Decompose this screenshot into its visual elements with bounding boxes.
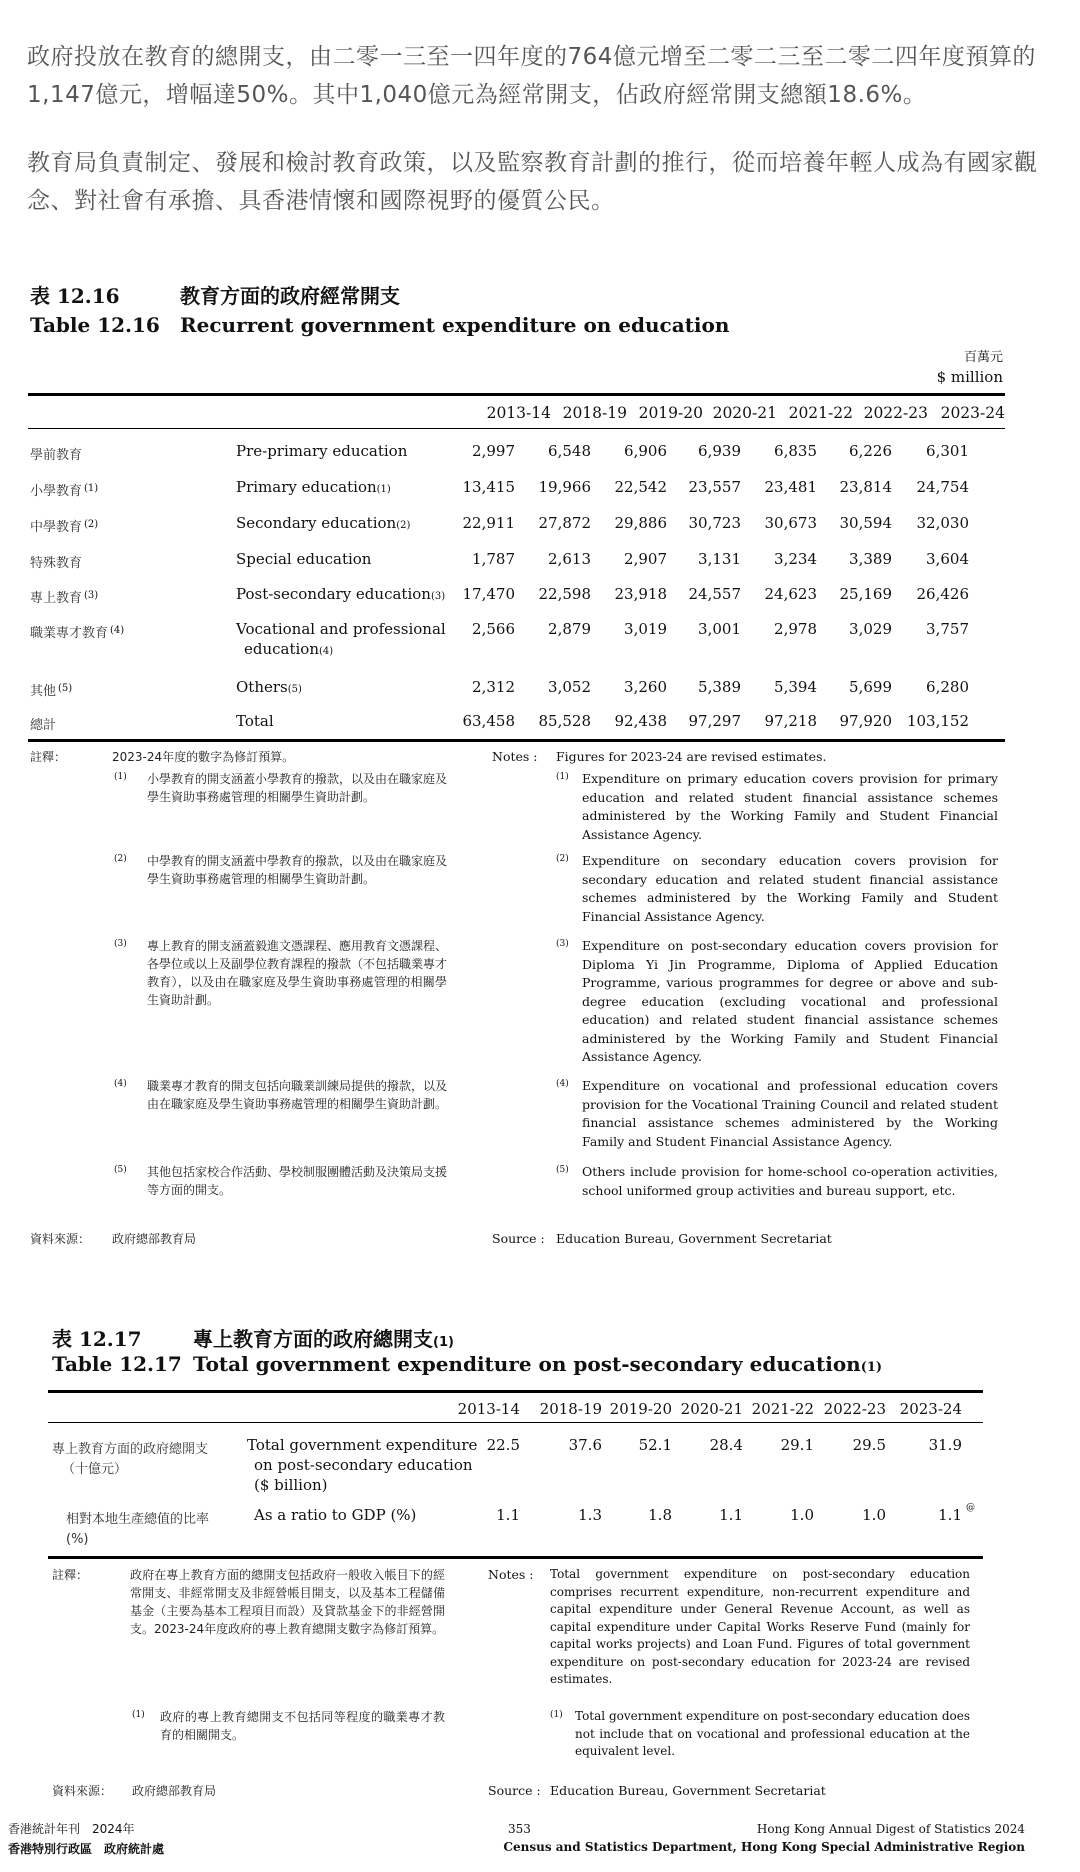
table16-cell: 3,260 — [624, 678, 667, 696]
table16-note-mark-zh: (3) — [114, 939, 127, 949]
table16 — [28, 394, 1005, 444]
table17-row1-label-en: Total government expenditure — [247, 1436, 478, 1454]
intro-paragraph-2: 教育局負責制定、發展和檢討教育政策，以及監察教育計劃的推行，從而培養年輕人成為有國家觀念、對社會有承擔、具香港情懷和國際視野的優質公民。 — [27, 150, 1038, 214]
table16-cell: 1,787 — [472, 550, 515, 568]
table16-cell: 23,557 — [688, 478, 741, 496]
table16-note-mark-en: (1) — [556, 772, 569, 782]
table17-note1-en: Total government expenditure on post-secondary education does not include that on vocational and professional education at the equivalent level. — [575, 1709, 970, 1758]
table16-source-en-label: Source : — [492, 1231, 545, 1246]
table17-cell: 52.1 — [638, 1436, 672, 1454]
table16-source-en: Education Bureau, Government Secretariat — [556, 1231, 832, 1246]
table16-row-label-en: Others(5) — [236, 678, 302, 696]
table16-note-en: Others include provision for home-school co-operation activities, school uniformed group activities and bureau support, etc. — [582, 1164, 998, 1198]
table16-row-footnote-mark-zh: (2) — [84, 519, 99, 530]
table16-cell: 6,939 — [698, 442, 741, 460]
table16-cell: 23,481 — [764, 478, 817, 496]
table17-year-header: 2023-24 — [899, 1400, 962, 1418]
table17-cell: 1.0 — [790, 1506, 814, 1524]
table16-row-label-zh: 專上教育 — [30, 591, 83, 606]
table16-cell: 29,886 — [614, 514, 667, 532]
table16-cell: 6,835 — [774, 442, 817, 460]
table16-cell: 26,426 — [916, 585, 969, 603]
table17-top-rule — [48, 1390, 983, 1393]
table16-note-mark-zh: (2) — [114, 854, 127, 864]
table17-cell: 1.1 — [938, 1506, 962, 1524]
table16-notes-en-intro: Figures for 2023-24 are revised estimates. — [556, 749, 827, 764]
table16-cell: 5,699 — [849, 678, 892, 696]
table16-cell: 6,301 — [926, 442, 969, 460]
table17-year-header: 2019-20 — [609, 1400, 672, 1418]
table16-cell: 97,297 — [688, 712, 741, 730]
table16-cell: 3,131 — [698, 550, 741, 568]
table16-cell: 6,548 — [548, 442, 591, 460]
table16-cell: 63,458 — [462, 712, 515, 730]
table17-header-rule — [48, 1422, 983, 1423]
table16-cell: 3,001 — [698, 620, 741, 638]
footer-left-line1: 香港統計年刊 2024年 — [8, 1822, 135, 1836]
table17-notes-en-label: Notes : — [488, 1567, 534, 1582]
table16-cell: 25,169 — [839, 585, 892, 603]
table16-row-label-en: Post-secondary education(3) — [236, 585, 446, 603]
table16-row-label-en: Primary education(1) — [236, 478, 391, 496]
table17-cell: 31.9 — [928, 1436, 962, 1454]
table16-cell: 97,218 — [764, 712, 817, 730]
table16-label-en: Table 12.16 — [30, 313, 160, 337]
table16-note-en: Expenditure on secondary education covers provision for secondary education and related student financial assistance schemes administered by the Working Family and Student Financial Assistance Agency. — [582, 853, 998, 924]
table16-note-mark-en: (5) — [556, 1165, 569, 1175]
table16-cell: 2,613 — [548, 550, 591, 568]
table16-cell: 2,997 — [472, 442, 515, 460]
table16-cell: 2,907 — [624, 550, 667, 568]
table17-cell: 22.5 — [486, 1436, 520, 1454]
table16-note-zh: 小學教育的開支涵蓋小學教育的撥款，以及由在職家庭及學生資助事務處管理的相關學生資助計劃。 — [147, 772, 448, 804]
intro-paragraph-1: 政府投放在教育的總開支，由二零一三至一四年度的764億元增至二零二三至二零二四年度預算的1,147億元，增幅達50%。其中1,040億元為經常開支，佔政府經常開支總額18.6%。 — [27, 44, 1036, 108]
table16-row-label-zh: 特殊教育 — [30, 556, 83, 571]
table17-note1-zh: 政府的專上教育總開支不包括同等程度的職業專才教育的相關開支。 — [160, 1710, 445, 1742]
table16-cell: 97,920 — [839, 712, 892, 730]
table17-row1-label-en-unit: ($ billion) — [254, 1476, 328, 1494]
table17-cell: 37.6 — [568, 1436, 602, 1454]
table16-cell: 5,389 — [698, 678, 741, 696]
table16-year-header: 2019-20 — [638, 404, 703, 422]
table17-row1-label-zh: 專上教育方面的政府總開支 — [52, 1442, 209, 1457]
table16-cell: 6,906 — [624, 442, 667, 460]
table16-row-label-zh: 中學教育 — [30, 520, 83, 535]
table16-cell: 3,604 — [926, 550, 969, 568]
table16-cell: 22,598 — [538, 585, 591, 603]
table16-cell: 23,814 — [839, 478, 892, 496]
table17-label-en: Table 12.17 — [52, 1352, 182, 1376]
table16-cell: 6,226 — [849, 442, 892, 460]
table17-year-header: 2013-14 — [457, 1400, 520, 1418]
table17-notes-zh-label: 註釋： — [52, 1568, 89, 1582]
table17-cell: 29.1 — [780, 1436, 814, 1454]
table16-header-row — [28, 394, 1005, 430]
table17-label-zh: 表 12.17 — [52, 1327, 142, 1351]
table16-cell: 19,966 — [538, 478, 591, 496]
table16-cell: 30,673 — [764, 514, 817, 532]
table16-cell: 27,872 — [538, 514, 591, 532]
table16-note-en: Expenditure on post-secondary education covers provision for Diploma Yi Jin Programme, Diploma of Applied Education Programme, various programmes for degree or above and sub-degree education (excluding vocational and professional education) and related student financial assistance schemes administered by the Working Family and Student Financial Assistance Agency. — [582, 938, 998, 1064]
table16-row-label-zh: 學前教育 — [30, 448, 83, 463]
table16-note-zh: 專上教育的開支涵蓋毅進文憑課程、應用教育文憑課程、各學位或以上及副學位教育課程的撥款（不包括職業專才教育），以及由在職家庭及學生資助事務處管理的相關學生資助計劃。 — [147, 939, 448, 1007]
table17-cell: 28.4 — [709, 1436, 743, 1454]
table17-source-en: Education Bureau, Government Secretariat — [550, 1783, 826, 1798]
table16-note-mark-zh: (1) — [114, 772, 127, 782]
table16-title-zh: 教育方面的政府經常開支 — [180, 284, 400, 308]
table16-row-label-zh: 其他 — [30, 684, 57, 699]
footer-page-number: 353 — [508, 1822, 531, 1836]
table16-row-label-en: Total — [236, 712, 274, 730]
table16-note-mark-en: (4) — [556, 1079, 569, 1089]
table17-year-header: 2018-19 — [539, 1400, 602, 1418]
table17-bottom-rule — [48, 1556, 983, 1559]
table17-footnote-mark-at: @ — [966, 1503, 975, 1513]
table16-cell: 3,029 — [849, 620, 892, 638]
table16-source-zh: 政府總部教育局 — [112, 1232, 197, 1246]
table16-row-label-zh: 總計 — [30, 718, 57, 733]
table16-cell: 3,234 — [774, 550, 817, 568]
table16-cell: 3,052 — [548, 678, 591, 696]
table16-note-mark-en: (3) — [556, 939, 569, 949]
table16-notes-zh-label: 註釋： — [30, 750, 67, 764]
table16-note-mark-en: (2) — [556, 854, 569, 864]
table16-note-mark-zh: (4) — [114, 1079, 127, 1089]
table16-row-label-zh: 職業專才教育 — [30, 626, 109, 641]
table16-unit-zh: 百萬元 — [963, 350, 1003, 365]
table17-note1-mark-en: (1) — [550, 1710, 563, 1720]
table17-row2-label-en: As a ratio to GDP (%) — [254, 1506, 417, 1524]
table16-row-label-en-line2: education(4) — [244, 640, 334, 658]
table16-bottom-rule — [28, 739, 1005, 742]
table16-cell: 92,438 — [614, 712, 667, 730]
table16-year-header: 2013-14 — [486, 404, 551, 422]
table16-cell: 2,312 — [472, 678, 515, 696]
table16-row-footnote-mark-zh: (5) — [58, 683, 73, 694]
table16-note-zh: 其他包括家校合作活動、學校制服團體活動及決策局支援等方面的開支。 — [147, 1165, 448, 1197]
table16-notes-zh-intro: 2023-24年度的數字為修訂預算。 — [112, 750, 295, 764]
table17-source-zh: 政府總部教育局 — [132, 1784, 217, 1798]
table16-note-en: Expenditure on vocational and professional education covers provision for the Vocational Training Council and related student financial assistance schemes administered by the Working Family and Student Financial Assistance Agency. — [582, 1078, 998, 1149]
table16-cell: 24,754 — [916, 478, 969, 496]
table17-cell: 1.8 — [648, 1506, 672, 1524]
table16-cell: 13,415 — [462, 478, 515, 496]
table17-cell: 1.0 — [862, 1506, 886, 1524]
table16-cell: 30,723 — [688, 514, 741, 532]
table17-title-zh: 專上教育方面的政府總開支(1) — [193, 1327, 454, 1351]
table16-notes-en-label: Notes : — [492, 749, 538, 764]
table16-cell: 24,557 — [688, 585, 741, 603]
footer-right-line1: Hong Kong Annual Digest of Statistics 2024 — [756, 1822, 1025, 1836]
table16-cell: 85,528 — [538, 712, 591, 730]
footer-right-line2: Census and Statistics Department, Hong Kong Special Administrative Region — [503, 1840, 1025, 1854]
table16-cell: 23,918 — [614, 585, 667, 603]
table16-cell: 3,757 — [926, 620, 969, 638]
table17-source-zh-label: 資料來源： — [52, 1784, 113, 1798]
table17-note1-mark-zh: (1) — [132, 1710, 145, 1720]
table16-note-zh: 職業專才教育的開支包括向職業訓練局提供的撥款，以及由在職家庭及學生資助事務處管理的相關學生資助計劃。 — [147, 1079, 448, 1111]
table16-cell: 22,542 — [614, 478, 667, 496]
table17-cell: 1.3 — [578, 1506, 602, 1524]
table17-source-en-label: Source : — [488, 1783, 541, 1798]
table17-row2-label-zh-unit: (%) — [66, 1532, 89, 1547]
table17-notes-zh: 政府在專上教育方面的總開支包括政府一般收入帳目下的經常開支、非經常開支及非經營帳目開支，以及基本工程儲備基金（主要為基本工程項目而設）及貸款基金下的非經營開支。2023-24年度政府的專上教育總開支數字為修訂預算。 — [130, 1568, 445, 1636]
table16-year-header: 2021-22 — [788, 404, 853, 422]
table17-year-header: 2020-21 — [680, 1400, 743, 1418]
table16-row-label-en: Special education — [236, 550, 372, 568]
table17-cell: 1.1 — [719, 1506, 743, 1524]
table16-cell: 2,879 — [548, 620, 591, 638]
table16-year-header: 2023-24 — [940, 404, 1005, 422]
table17-row1-label-zh-unit: （十億元） — [62, 1462, 128, 1477]
table16-cell: 24,623 — [764, 585, 817, 603]
table17-notes-en: Total government expenditure on post-secondary education comprises recurrent expenditure, non-recurrent expenditure and capital expenditure under General Revenue Account, as well as capital expenditure under Capital Works Reserve Fund (mainly for capital works projects) and Loan Fund. Figures of total government expenditure on post-secondary education for 2023-24 are revised estimates. — [550, 1567, 970, 1686]
table17-title-en: Total government expenditure on post-secondary education(1) — [193, 1352, 883, 1376]
table16-row-label-en: Secondary education(2) — [236, 514, 411, 532]
table17-cell: 29.5 — [852, 1436, 886, 1454]
table16-label-zh: 表 12.16 — [30, 284, 120, 308]
table16-row-footnote-mark-zh: (1) — [84, 483, 99, 494]
table16-row-label-en: Pre-primary education — [236, 442, 408, 460]
table16-unit-en: $ million — [936, 368, 1003, 386]
table16-cell: 2,566 — [472, 620, 515, 638]
table16-cell: 22,911 — [462, 514, 515, 532]
table16-row-label-en: Vocational and professional — [236, 620, 446, 638]
table16-cell: 5,394 — [774, 678, 817, 696]
table16-cell: 32,030 — [916, 514, 969, 532]
table16-note-en: Expenditure on primary education covers provision for primary education and related student financial assistance schemes administered by the Working Family and Student Financial Assistance Agency. — [582, 771, 998, 842]
table16-row-footnote-mark-zh: (4) — [110, 625, 125, 636]
table17-year-header: 2022-23 — [823, 1400, 886, 1418]
table16-cell: 30,594 — [839, 514, 892, 532]
table16-note-mark-zh: (5) — [114, 1165, 127, 1175]
table16-cell: 3,019 — [624, 620, 667, 638]
table16-year-header: 2022-23 — [863, 404, 928, 422]
table17-row2-label-zh: 相對本地生產總值的比率 — [66, 1512, 210, 1527]
footer-left-line2: 香港特別行政區 政府統計處 — [8, 1842, 165, 1856]
table17-row1-label-en-line2: on post-secondary education — [254, 1456, 473, 1474]
table16-source-zh-label: 資料來源： — [30, 1232, 91, 1246]
table16-cell: 103,152 — [906, 712, 969, 730]
table16-cell: 3,389 — [849, 550, 892, 568]
table16-cell: 17,470 — [462, 585, 515, 603]
table16-title-en: Recurrent government expenditure on education — [180, 313, 730, 337]
table16-note-zh: 中學教育的開支涵蓋中學教育的撥款，以及由在職家庭及學生資助事務處管理的相關學生資助計劃。 — [147, 854, 448, 886]
table16-row-label-zh: 小學教育 — [30, 484, 83, 499]
table17-year-header: 2021-22 — [751, 1400, 814, 1418]
table16-cell: 2,978 — [774, 620, 817, 638]
table17-cell: 1.1 — [496, 1506, 520, 1524]
table16-cell: 6,280 — [926, 678, 969, 696]
table16-row-footnote-mark-zh: (3) — [84, 590, 99, 601]
table16-year-header: 2020-21 — [712, 404, 777, 422]
table16-year-header: 2018-19 — [562, 404, 627, 422]
